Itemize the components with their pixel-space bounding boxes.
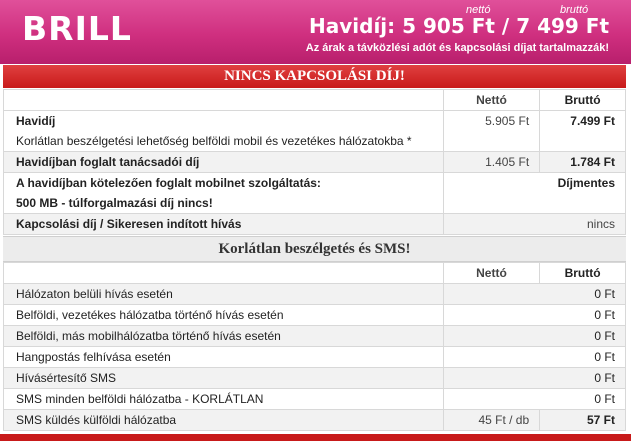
col-net-header: Nettó	[443, 263, 539, 284]
table-row	[4, 410, 626, 431]
row-label: Hálózaton belüli hívás esetén	[4, 284, 444, 305]
fee-table	[3, 89, 626, 235]
plan-header	[0, 0, 631, 64]
row-label: Havidíjban foglalt tanácsadói díj	[4, 152, 444, 173]
row-gross	[540, 131, 626, 152]
monthly-fee-prefix: Havidíj:	[309, 14, 396, 38]
monthly-fee	[309, 14, 609, 38]
row-label: Korlátlan beszélgetési lehetőség belföldi mobil és vezetékes hálózatokba *	[4, 131, 444, 152]
table-header-row	[4, 263, 626, 284]
table-row	[4, 111, 626, 132]
row-net	[443, 347, 539, 368]
row-label: SMS küldés külföldi hálózatba	[4, 410, 444, 431]
table-header-row	[4, 90, 626, 111]
next-section-banner	[0, 434, 631, 441]
plan-name: BRILL	[22, 9, 132, 48]
row-net	[443, 214, 539, 235]
row-label: Hangpostás felhívása esetén	[4, 347, 444, 368]
table-row	[4, 173, 626, 194]
gross-label: bruttó	[560, 4, 589, 16]
row-label: 500 MB - túlforgalmazási díj nincs!	[4, 193, 444, 214]
row-net	[443, 326, 539, 347]
col-gross-header: Bruttó	[540, 263, 626, 284]
col-net-header: Nettó	[443, 90, 539, 111]
table-row	[4, 347, 626, 368]
row-gross: 0 Ft	[540, 326, 626, 347]
row-net: 5.905 Ft	[443, 111, 539, 132]
row-gross: 7.499 Ft	[540, 111, 626, 132]
row-net: 1.405 Ft	[443, 152, 539, 173]
table-row	[4, 326, 626, 347]
row-gross: 0 Ft	[540, 284, 626, 305]
row-gross: 0 Ft	[540, 305, 626, 326]
row-net	[443, 284, 539, 305]
unlimited-section-title: Korlátlan beszélgetés és SMS!	[3, 236, 626, 262]
row-net: 45 Ft / db	[443, 410, 539, 431]
table-row	[4, 368, 626, 389]
table-row	[4, 152, 626, 173]
monthly-fee-gross: 7 499 Ft	[516, 14, 609, 38]
no-connection-fee-banner: NINCS KAPCSOLÁSI DÍJ!	[3, 65, 626, 88]
row-net	[443, 305, 539, 326]
row-gross: Díjmentes	[540, 173, 626, 194]
table-row	[4, 193, 626, 214]
row-gross: 0 Ft	[540, 368, 626, 389]
net-label: nettó	[466, 4, 491, 16]
col-gross-header: Bruttó	[540, 90, 626, 111]
table-row	[4, 214, 626, 235]
row-net	[443, 131, 539, 152]
row-label: SMS minden belföldi hálózatba - KORLÁTLAN	[4, 389, 444, 410]
row-net	[443, 173, 539, 194]
table-row	[4, 305, 626, 326]
row-gross: 57 Ft	[540, 410, 626, 431]
row-label: Havidíj	[4, 111, 444, 132]
row-gross: 0 Ft	[540, 389, 626, 410]
table-row	[4, 131, 626, 152]
row-label: Belföldi, más mobilhálózatba történő hívás esetén	[4, 326, 444, 347]
table-header-empty	[4, 263, 444, 284]
table-header-empty	[4, 90, 444, 111]
row-label: A havidíjban kötelezően foglalt mobilnet szolgáltatás:	[4, 173, 444, 194]
table-row	[4, 389, 626, 410]
row-net	[443, 368, 539, 389]
table-row	[4, 284, 626, 305]
row-label: Kapcsolási díj / Sikeresen indított hívás	[4, 214, 444, 235]
monthly-fee-net: 5 905 Ft	[402, 14, 495, 38]
monthly-fee-separator: /	[501, 14, 510, 38]
row-gross	[540, 193, 626, 214]
row-net	[443, 389, 539, 410]
row-net	[443, 193, 539, 214]
usage-table	[3, 262, 626, 431]
row-gross: nincs	[540, 214, 626, 235]
row-gross: 1.784 Ft	[540, 152, 626, 173]
row-label: Belföldi, vezetékes hálózatba történő hívás esetén	[4, 305, 444, 326]
row-label: Hívásértesítő SMS	[4, 368, 444, 389]
row-gross: 0 Ft	[540, 347, 626, 368]
price-note: Az árak a távközlési adót és kapcsolási díjat tartalmazzák!	[305, 42, 609, 54]
